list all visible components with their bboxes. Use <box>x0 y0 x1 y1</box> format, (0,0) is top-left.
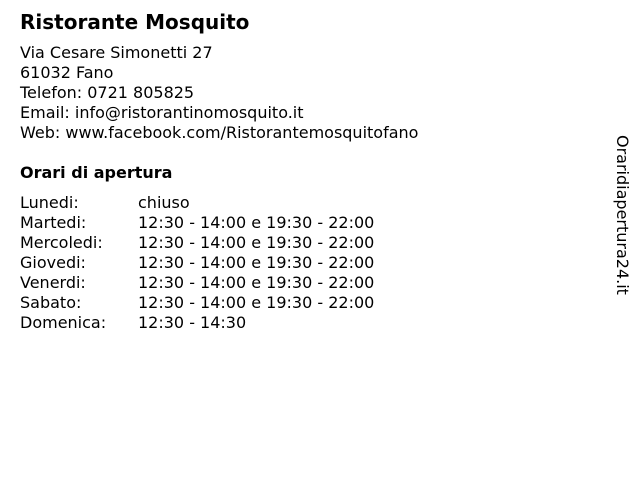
hours-day: Mercoledi: <box>20 233 103 252</box>
hours-time: 12:30 - 14:00 e 19:30 - 22:00 <box>138 233 375 252</box>
side-brand-text: Oraridiapertura24.it <box>613 135 632 295</box>
hours-time: 12:30 - 14:00 e 19:30 - 22:00 <box>138 213 375 232</box>
hours-row-tuesday <box>20 213 374 233</box>
hours-time: 12:30 - 14:00 e 19:30 - 22:00 <box>138 253 375 272</box>
phone-line: Telefon: 0721 805825 <box>20 83 195 102</box>
hours-day: Martedi: <box>20 213 87 232</box>
hours-row-monday <box>20 193 374 213</box>
hours-row-friday <box>20 273 374 293</box>
web-line: Web: www.facebook.com/Ristorantemosquitofano <box>20 123 419 142</box>
hours-day: Lunedi: <box>20 193 79 212</box>
address-line-street: Via Cesare Simonetti 27 <box>20 43 213 62</box>
side-brand-watermark <box>612 135 632 307</box>
hours-day: Venerdi: <box>20 273 86 292</box>
hours-day: Domenica: <box>20 313 107 332</box>
hours-day: Giovedi: <box>20 253 86 272</box>
hours-row-wednesday <box>20 233 374 253</box>
opening-hours-heading: Orari di apertura <box>20 163 173 182</box>
hours-row-thursday <box>20 253 374 273</box>
hours-row-saturday <box>20 293 374 313</box>
contact-block <box>20 43 418 143</box>
hours-time: 12:30 - 14:00 e 19:30 - 22:00 <box>138 273 375 292</box>
hours-time: chiuso <box>138 193 190 212</box>
email-line: Email: info@ristorantinomosquito.it <box>20 103 304 122</box>
hours-time: 12:30 - 14:30 <box>138 313 247 332</box>
restaurant-name: Ristorante Mosquito <box>20 10 250 34</box>
hours-time: 12:30 - 14:00 e 19:30 - 22:00 <box>138 293 375 312</box>
hours-day: Sabato: <box>20 293 82 312</box>
address-line-city: 61032 Fano <box>20 63 114 82</box>
hours-row-sunday <box>20 313 374 333</box>
opening-hours-table <box>20 193 374 333</box>
